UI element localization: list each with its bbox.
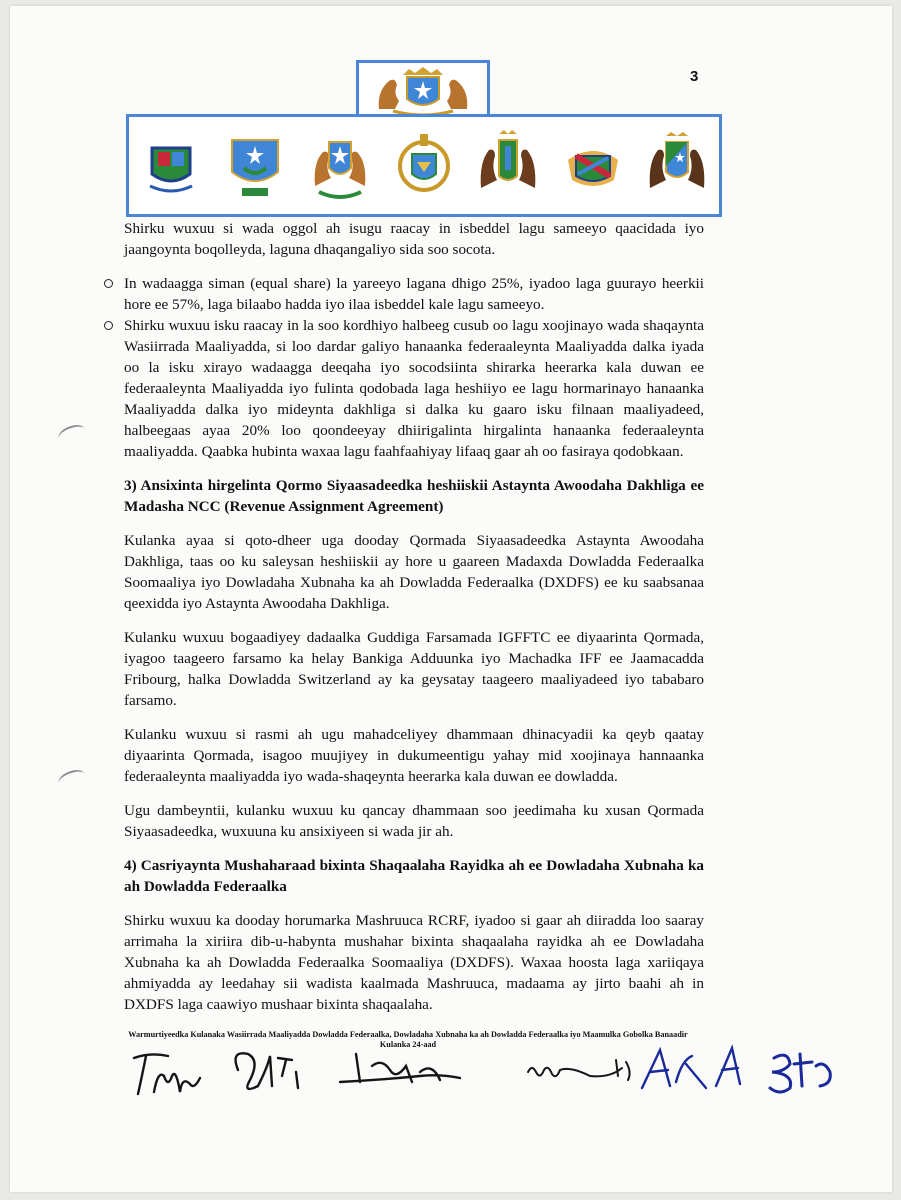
signature-2 [236,1053,298,1089]
national-emblem-icon [359,63,487,119]
regional-emblems-banner [126,114,722,217]
signature-6 [770,1054,830,1092]
galmudug-emblem-icon [140,126,202,206]
section-3-heading: 3) Ansixinta hirgelinta Qormo Siyaasadeedka heshiiskii Astaynta Awoodaha Dakhliga ee Madasha NCC (Revenue Assignment Agreement) [124,477,704,515]
national-emblem [356,60,490,122]
hirshabelle-emblem-icon [224,126,286,206]
section-4-heading: 4) Casriyaynta Mushaharaad bixinta Shaqaalaha Rayidka ah ee Dowladaha Xubnaha ka ah Dowladda Federaalka [124,857,704,895]
section-4-paragraph: Shirku wuxuu ka dooday horumarka Mashruuca RCRF, iyadoo si gaar ah diiradda loo saaray arrimaha la xiriira dib-u-habynta mushahar bixinta shaqaalaha rayidka ah ee Dowladaha Xubnaha ka ah Dowladda Federaalka Soomaaliya (DXDFS). Waxaa hoosta laga xariiqaya ahmiyadda ay leedahay sii wadista kaalmada Mashruuca, madaama ay jirto baahi ah in DXDFS laga caawiyo mushaar bixinta shaqaalaha. [124,912,704,1013]
section-3-paragraph: Kulanku wuxuu si rasmi ah ugu mahadceliyey dhammaan dhinacyadii ka qeyb qaatay diyaarinta Qormada, isagoo muujiyey in dukumeentigu yahay mid xoojinaya hannaanka federaaleynta maaliyadda iyo wada-shaqeynta heerarka kala duwan ee dowladda. [124,726,704,785]
puntland-emblem-icon [562,126,624,206]
footer-title: Warmurtiyeedka Kulanaka Wasiirrada Maaliyadda Dowladda Federaalka, Dowladaha Xubnaha ka ah Dowladda Federaalka iyo Maamulka Gobolka Banaadir [128,1030,688,1039]
southwest-emblem-icon [393,126,455,206]
punch-hole-mark [56,422,88,447]
bullet-item: Shirku wuxuu isku raacay in la soo kordhiyo halbeeg cusub oo lagu xoojinayo wada shaqaynta Wasiirrada Maaliyadda, si loo dardar galiyo hanaanka federaaleynta Maaliyadda dalka iyada oo la isku xirayo wadaagga deeqaha iyo socodsiinta shirarka heerarka kala duwan ee federaaleynta Maaliyadda iyo fulinta qodobada laga heshiiyo ee lagu hormarinayo hanaanka Maaliyadda dalka iyo mideynta dakhliga si dalka ku gaaro isku filnaan maaliyadeed, halbeegaas ayaa 20% loo qoondeeyay dhiirigalinta hirgalinta hanaanka federaaleynta maaliyadda. Qaabka hubinta waxaa lagu faahfaahiyay lifaaq gaar ah oo fasiraya qodobkaan. [102,315,704,462]
banadir-emblem-icon [646,126,708,206]
signature-5 [642,1048,740,1088]
signature-3 [340,1054,460,1082]
federal-emblem-icon [309,126,371,206]
agreement-bullet-list [124,273,704,462]
section-3-paragraph: Kulanka ayaa si qoto-dheer uga dooday Qormada Siyaasadeedka Astaynta Awoodaha Dakhliga, taas oo ku saleysan heshiiskii ay hore u gaareen Madaxda Dowladda Federaalka Soomaaliya iyo Dowladaha Xubnaha ka ah Dowladda Federaalka (DXDFS) ee ku saabsanaa qeexidda iyo Astaynta Awoodaha Dakhliga. [124,532,704,612]
intro-paragraph: Shirku wuxuu si wada oggol ah isugu raacay in isbeddel lagu sameeyo qaacidada iyo jaangoynta boqolleyda, laguna dhaqangaliyo sida soo socota. [124,220,704,258]
footer-meeting-number: Kulanka 24-aad [379,1040,437,1049]
jubaland-emblem-icon [477,126,539,206]
signature-1 [134,1054,200,1094]
document-page [10,6,892,1192]
punch-hole-mark [56,767,88,792]
section-3-paragraph: Kulanku wuxuu bogaadiyey dadaalka Guddiga Farsamada IGFFTC ee diyaarinta Qormada, iyagoo taageero farsamo ka helay Bankiga Adduunka iyo Machadka IFF ee Jaamacadda Fribourg, halka Dowladda Switzerland ay ka geysatay taageero maaliyadeed iyo tababaro farsamo. [124,629,704,709]
section-3-paragraph: Ugu dambeyntii, kulanku wuxuu ku qancay dhammaan soo jeedimaha ku xusan Qormada Siyaasadeedka, wuxuuna ku ansixiyeen si wada jir ah. [124,802,704,840]
page-number: 3 [690,68,699,85]
document-body [124,218,704,1028]
signature-4 [528,1060,630,1080]
bullet-item: In wadaagga siman (equal share) la yareeyo lagana dhigo 25%, iyadoo laga guurayo heerkii hore ee 57%, laga bilaabo hadda iyo ilaa isbeddel kale lagu sameeyo. [102,273,704,315]
signatures-row [120,1036,850,1106]
